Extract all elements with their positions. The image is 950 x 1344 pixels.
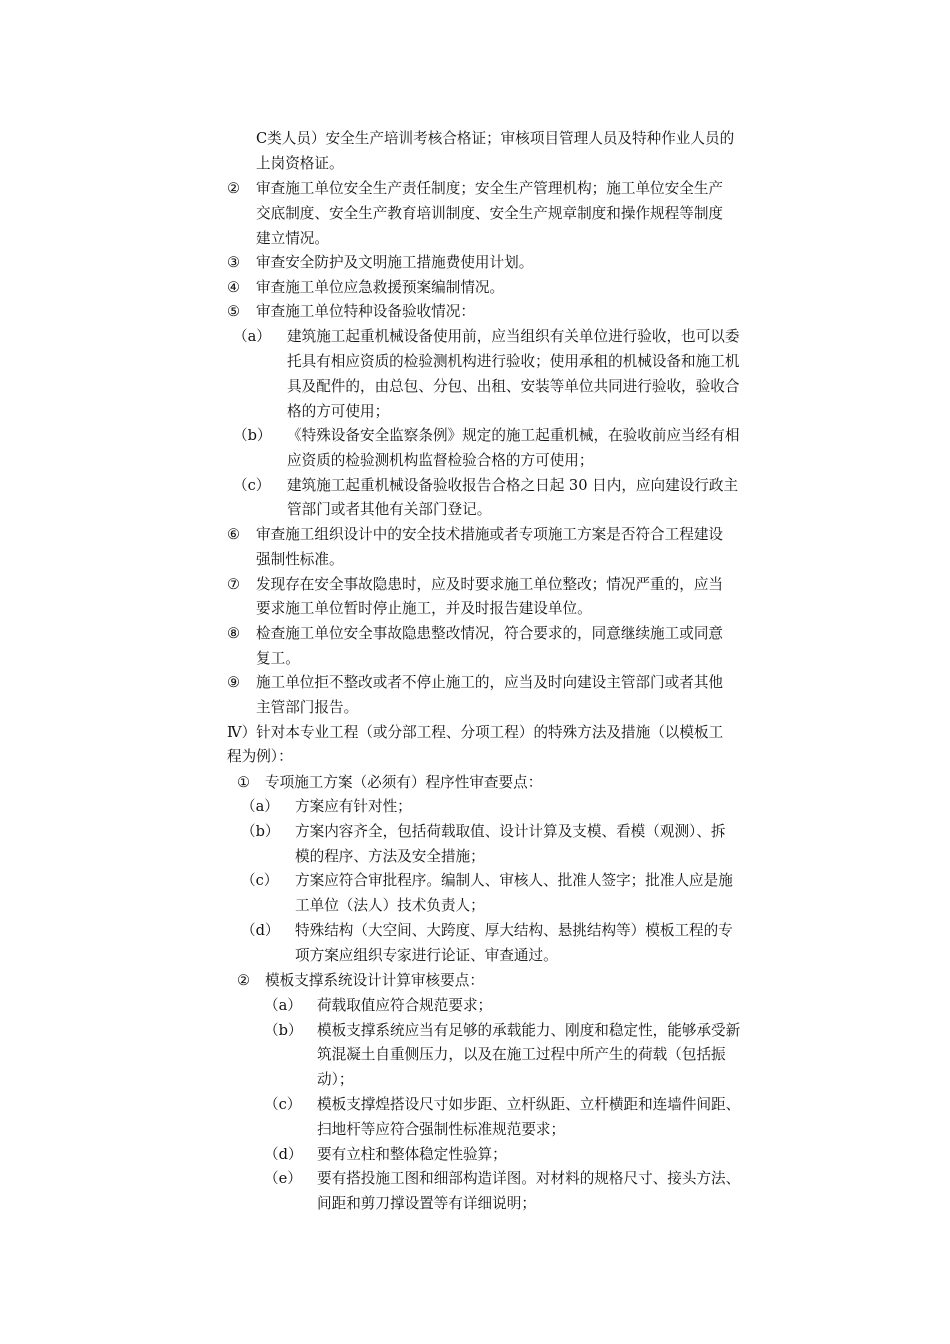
paragraph-line: C类人员）安全生产培训考核合格证；审核项目管理人员及特种作业人员的 — [256, 130, 735, 147]
sub-list-marker: （b） — [233, 427, 272, 444]
sub-list-line: 方案应有针对性； — [295, 798, 412, 815]
sub-list-marker: （d） — [264, 1146, 303, 1163]
list-marker: ② — [227, 180, 241, 197]
sub-list-line: 托具有相应资质的检验测机构进行验收；使用承租的机械设备和施工机 — [287, 353, 740, 370]
list-item-line: 强制性标准。 — [256, 551, 344, 568]
sub-list-marker: （a） — [241, 798, 279, 815]
list-item-line: 发现存在安全事故隐患时，应及时要求施工单位整改；情况严重的，应当 — [256, 576, 724, 593]
list-item-line: 专项施工方案（必须有）程序性审查要点： — [265, 774, 543, 791]
sub-list-line: 《特殊设备安全监察条例》规定的施工起重机械，在验收前应当经有相 — [287, 427, 740, 444]
list-item-line: 模板支撑系统设计计算审核要点： — [265, 972, 484, 989]
sub-list-line: 要有立柱和整体稳定性验算； — [317, 1146, 507, 1163]
sub-list-marker: （e） — [264, 1170, 302, 1187]
sub-list-line: 方案内容齐全，包括荷载取值、设计计算及支模、看模（观测）、拆 — [295, 823, 726, 840]
section-heading-line: 程为例）： — [227, 748, 293, 765]
list-item-line: 审查安全防护及文明施工措施费使用计划。 — [256, 254, 534, 271]
sub-list-line: 扫地杆等应符合强制性标准规范要求； — [317, 1121, 566, 1138]
list-marker: ⑨ — [227, 674, 241, 691]
list-marker: ⑥ — [227, 526, 241, 543]
sub-list-marker: （d） — [241, 922, 280, 939]
sub-list-marker: （c） — [233, 477, 271, 494]
list-item-line: 施工单位拒不整改或者不停止施工的，应当及时向建设主管部门或者其他 — [256, 674, 724, 691]
sub-list-line: 筑混凝土自重侧压力，以及在施工过程中所产生的荷载（包括振 — [317, 1046, 726, 1063]
sub-list-marker: （b） — [264, 1022, 303, 1039]
list-marker: ③ — [227, 254, 241, 271]
list-marker: ② — [237, 972, 251, 989]
list-marker: ⑧ — [227, 625, 241, 642]
sub-list-marker: （c） — [241, 872, 279, 889]
sub-list-line: 间距和剪刀撑设置等有详细说明； — [317, 1195, 536, 1212]
list-item-line: 交底制度、安全生产教育培训制度、安全生产规章制度和操作规程等制度 — [256, 205, 724, 222]
sub-list-line: 要有搭投施工图和细部构造详图。对材料的规格尺寸、接头方法、 — [317, 1170, 741, 1187]
list-item-line: 主管部门报告。 — [256, 699, 359, 716]
list-item-line: 检查施工单位安全事故隐患整改情况，符合要求的，同意继续施工或同意 — [256, 625, 724, 642]
sub-list-line: 建筑施工起重机械设备使用前，应当组织有关单位进行验收，也可以委 — [287, 328, 740, 345]
list-marker: ⑤ — [227, 303, 241, 320]
sub-list-line: 格的方可使用； — [287, 403, 390, 420]
list-item-line: 审查施工单位特种设备验收情况： — [256, 303, 475, 320]
sub-list-line: 管部门或者其他有关部门登记。 — [287, 501, 492, 518]
sub-list-marker: （b） — [241, 823, 280, 840]
sub-list-marker: （c） — [264, 1096, 302, 1113]
list-item-line: 复工。 — [256, 650, 300, 667]
sub-list-line: 方案应符合审批程序。编制人、审核人、批准人签字；批准人应是施 — [295, 872, 733, 889]
list-marker: ④ — [227, 279, 241, 296]
section-heading-line: Ⅳ）针对本专业工程（或分部工程、分项工程）的特殊方法及措施（以模板工 — [227, 724, 724, 741]
list-marker: ① — [237, 774, 251, 791]
list-marker: ⑦ — [227, 576, 241, 593]
sub-list-line: 模板支撑煌搭设尺寸如步距、立杆纵距、立杆横距和连墙件间距、 — [317, 1096, 741, 1113]
sub-list-line: 具及配件的，由总包、分包、出租、安装等单位共同进行验收，验收合 — [287, 378, 740, 395]
list-item-line: 审查施工单位应急救援预案编制情况。 — [256, 279, 505, 296]
sub-list-marker: （a） — [264, 997, 302, 1014]
sub-list-line: 特殊结构（大空间、大跨度、厚大结构、悬挑结构等）模板工程的专 — [295, 922, 733, 939]
sub-list-line: 动）； — [317, 1071, 354, 1088]
list-item-line: 建立情况。 — [256, 230, 329, 247]
list-item-line: 审查施工单位安全生产责任制度；安全生产管理机构；施工单位安全生产 — [256, 180, 724, 197]
sub-list-line: 应资质的检验测机构监督检验合格的方可使用； — [287, 452, 594, 469]
sub-list-line: 模板支撑系统应当有足够的承载能力、刚度和稳定性，能够承受新 — [317, 1022, 741, 1039]
sub-list-marker: （a） — [233, 328, 271, 345]
sub-list-line: 项方案应组织专家进行论证、审查通过。 — [295, 947, 558, 964]
list-item-line: 要求施工单位暂时停止施工，并及时报告建设单位。 — [256, 600, 592, 617]
paragraph-line: 上岗资格证。 — [256, 155, 344, 172]
sub-list-line: 荷载取值应符合规范要求； — [317, 997, 493, 1014]
sub-list-line: 模的程序、方法及安全措施； — [295, 848, 485, 865]
list-item-line: 审查施工组织设计中的安全技术措施或者专项施工方案是否符合工程建设 — [256, 526, 724, 543]
sub-list-line: 建筑施工起重机械设备验收报告合格之日起 30 日内，应向建设行政主 — [287, 477, 739, 494]
sub-list-line: 工单位（法人）技术负责人； — [295, 897, 485, 914]
